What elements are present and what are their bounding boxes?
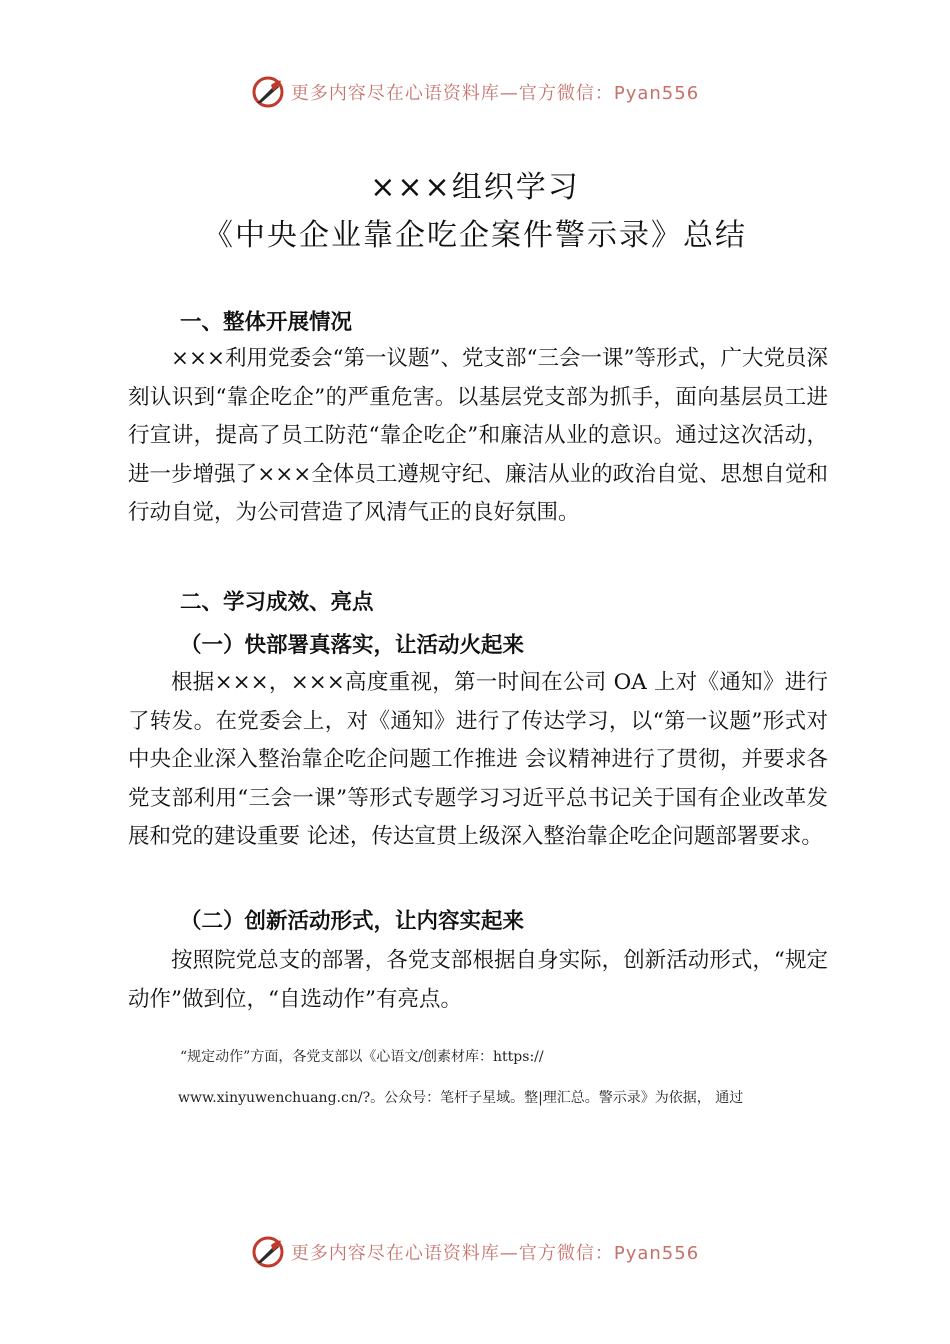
watermark-text: 更多内容尽在心语资料库—官方微信：Pyan556 [290,1243,700,1264]
small-note-line-1: “规定动作”方面，各党支部以《心语文/创素材库：https:// [180,1049,544,1065]
section-2-body-2 [128,942,828,1019]
watermark-text: 更多内容尽在心语资料库—官方微信：Pyan556 [290,83,700,104]
section-2-paragraph-2: 按照院党总支的部署，各党支部根据自身实际，创新活动形式，“规定动作”做到位，“自选动作”有亮点。 [128,948,828,1012]
section-1-body [128,340,828,533]
section-2-heading: 二、学习成效、亮点 [180,590,374,615]
watermark-header [0,72,950,112]
section-2-paragraph-1: 根据×××，×××高度重视，第一时间在公司 OA 上对《通知》进行了转发。在党委会上，对《通知》进行了传达学习，以“第一议题”形式对中央企业深入整治靠企吃企问题工作推进 会议精神进行了贯彻，并要求各党支部利用“三会一课”等形式专题学习习近平总书记关于国有企业改革发展和党的建设重要 论述，传达宣贯上级深入整治靠企吃企问题部署要求。 [128,670,828,850]
section-2-subheading-2: （二）创新活动形式，让内容实起来 [180,909,525,934]
section-1-heading: 一、整体开展情况 [180,310,353,335]
section-1-paragraph: ×××利用党委会“第一议题”、党支部“三会一课”等形式，广大党员深刻认识到“靠企吃企”的严重危害。以基层党支部为抓手，面向基层员工进行宣讲，提高了员工防范“靠企吃企”和廉洁从业的意识。通过这次活动，进一步增强了×××全体员工遵规守纪、廉洁从业的政治自觉、思想自觉和行动自觉，为公司营造了风清气正的良好氛围。 [128,346,829,526]
section-2-body-1 [128,664,828,857]
watermark-footer [0,1232,950,1272]
small-note-line-2: www.xinyuwenchuang.cn/?。公众号：笔杆子星域。整|理汇总。警示录》为依据， 通过 [178,1090,744,1106]
section-2-subheading-1: （一）快部署真落实，让活动火起来 [180,633,525,658]
quill-logo-icon [251,75,285,109]
quill-logo-icon [251,1235,285,1269]
page-title-line1: ×××组织学习 [370,170,580,205]
page-title-line2: 《中央企业靠企吃企案件警示录》总结 [203,218,747,253]
